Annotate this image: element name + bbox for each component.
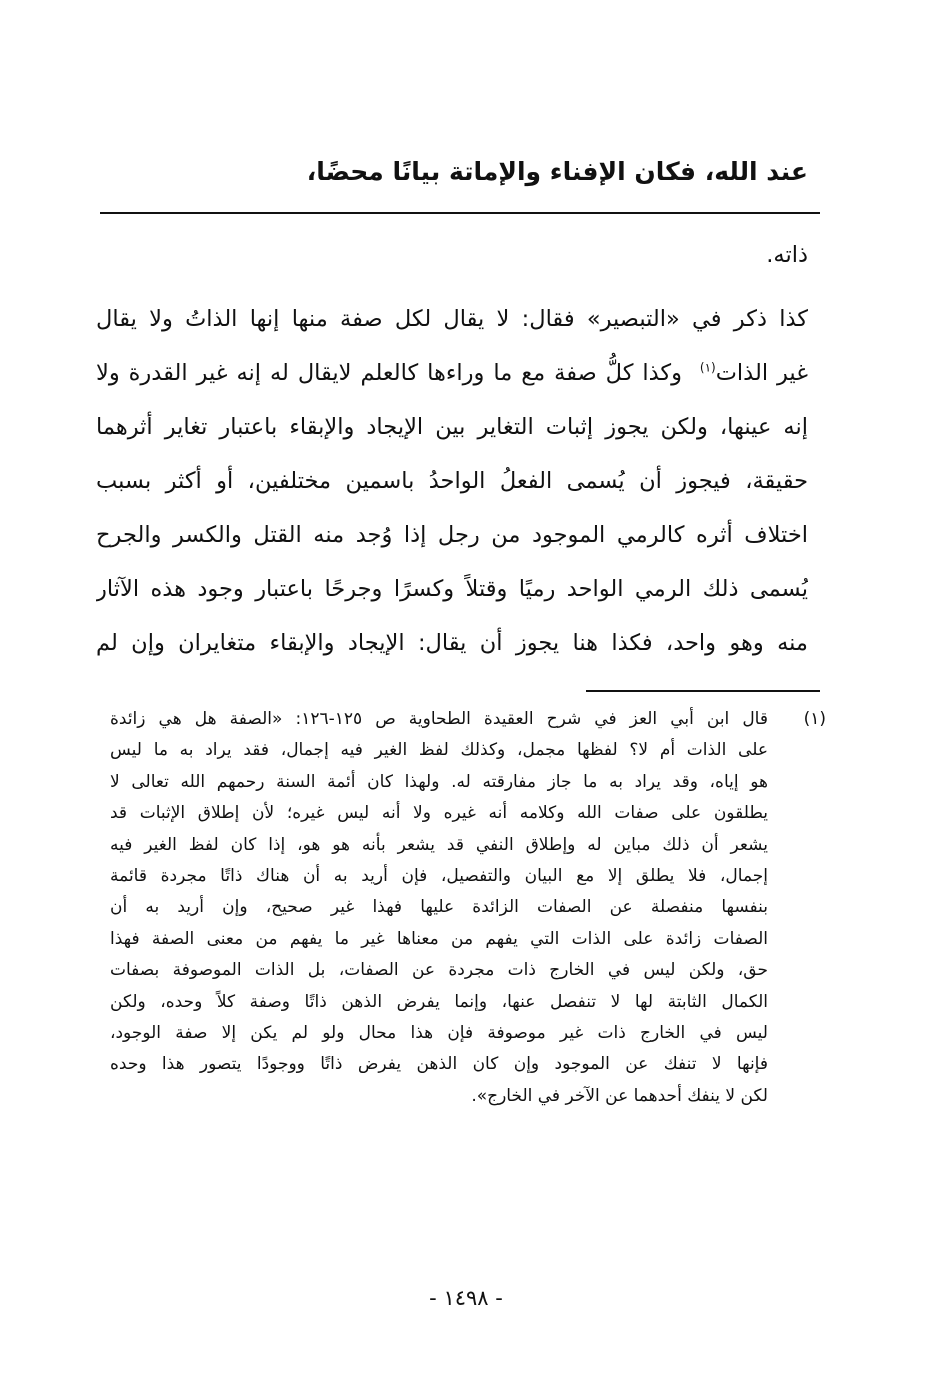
running-header: عند الله، فكان الإفناء والإماتة بيانًا محضًا، bbox=[306, 157, 808, 186]
text-fragment: غير الذات bbox=[715, 360, 808, 386]
text-line: يُسمى ذلك الرمي الواحد رميًا وقتلاً وكسرًا وجرحًا باعتبار وجود هذه الآثار bbox=[96, 576, 808, 602]
footnote-line: ليس في الخارج ذات غير موصوفة فإن هذا محال ولو لم يكن إلا صفة الوجود، bbox=[110, 1022, 768, 1043]
footnote-divider bbox=[586, 690, 820, 692]
footnote-line: على الذات أم لا؟ لفظها مجمل، وكذلك لفظ الغير فيه إجمال، فقد يراد به ما ليس bbox=[110, 740, 768, 761]
text-line: حقيقة، فيجوز أن يُسمى الفعلُ الواحدُ باسمين مختلفين، أو أكثر بسبب bbox=[96, 468, 808, 494]
text-line: منه وهو واحد، فكذا هنا يجوز أن يقال: الإيجاد والإبقاء متغايران وإن لم bbox=[96, 630, 808, 656]
footnote-line: إجمال، فلا يطلق إلا مع البيان والتفصيل، فإن أريد به أن هناك ذاتًا مجردة قائمة bbox=[110, 865, 768, 886]
footnote-line: فإنها لا تنفك عن الموجود وإن كان الذهن يفرض ذاتًا ووجودًا يتصور هذا وحده bbox=[110, 1054, 768, 1075]
text-line: اختلاف أثره كالرمي الموجود من رجل إذا وُجد منه القتل والكسر والجرح bbox=[96, 522, 808, 548]
footnote-marker: (١) bbox=[803, 709, 826, 729]
footnote-line: حق، ولكن ليس في الخارج ذات مجردة عن الصفات، بل الذات الموصوفة بصفات bbox=[110, 960, 768, 981]
main-text bbox=[96, 228, 808, 670]
footnote-line: بنفسها منفصلة عن الصفات الزائدة عليها فهذا غير صحيح، وإن أريد به أن bbox=[110, 897, 768, 918]
footnote-reference[interactable]: (١) bbox=[699, 360, 716, 375]
footnote-lines bbox=[110, 704, 822, 1112]
text-line: إنه عينها، ولكن يجوز إثبات التغاير بين الإيجاد والإبقاء باعتبار تغاير أثرهما bbox=[96, 414, 808, 440]
footnote-line: الكمال الثابتة لها لا تنفصل عنها، وإنما يفرض الذهن ذاتًا وصفة كلاً وحده، ولكن bbox=[110, 991, 768, 1012]
text-line bbox=[96, 346, 808, 400]
footnote bbox=[110, 704, 826, 1112]
page-number: - ١٤٩٨ - bbox=[429, 1286, 503, 1310]
footnote-line: لكن لا ينفك أحدهما عن الآخر في الخارج». bbox=[471, 1085, 768, 1106]
footnote-line: هو إياه، وقد يراد به ما جاز مفارقته له. ولهذا كان أئمة السنة رحمهم الله تعالى لا bbox=[110, 771, 768, 792]
footnote-line: الصفات زائدة على الذات التي يفهم من معناها غير ما يفهم من معنى الصفة فهذا bbox=[110, 928, 768, 949]
footnote-line: قال ابن أبي العز في شرح العقيدة الطحاوية ص ١٢٥-١٢٦: «الصفة هل هي زائدة bbox=[110, 709, 768, 729]
header-divider bbox=[100, 212, 820, 214]
footnote-line: يطلقون على صفات الله وكلامه أنه غيره ولا أنه ليس غيره؛ لأن إطلاق الإثبات قد bbox=[110, 803, 768, 824]
text-line: ذاته. bbox=[766, 242, 808, 268]
footnote-line: يشعر أن ذلك مباين له وإطلاق النفي قد يشعر بأنه هو هو، إذا كان لفظ الغير فيه bbox=[110, 834, 768, 855]
text-line: كذا ذكر في «التبصير» فقال: لا يقال لكل صفة منها إنها الذاتُ ولا يقال bbox=[96, 306, 808, 332]
text-fragment: وكذا كلُّ صفة مع ما وراءها كالعلم لايقال له إنه غير القدرة ولا bbox=[96, 360, 682, 386]
